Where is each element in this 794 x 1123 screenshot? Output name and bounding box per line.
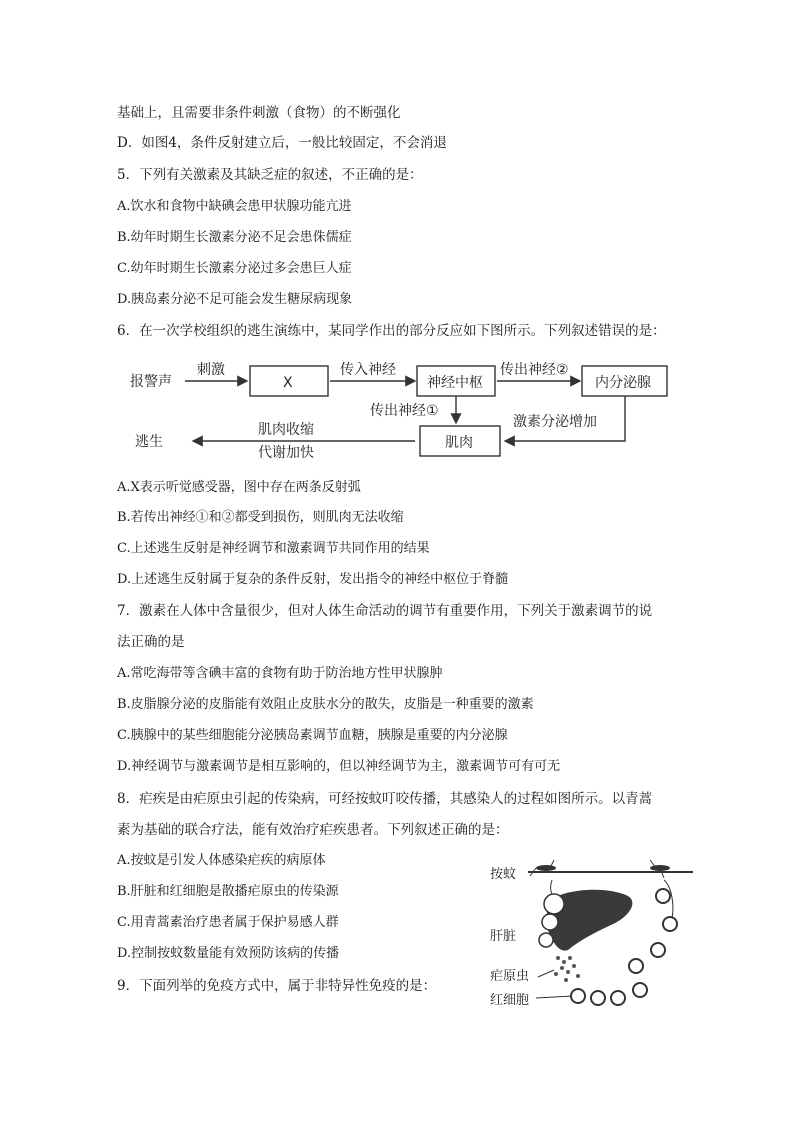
hormone-increase-label: 激素分泌增加: [513, 414, 597, 430]
q6-option-b: B.若传出神经①和②都受到损伤，则肌肉无法收缩: [117, 510, 404, 525]
question-7-stem-cont: 法正确的是: [117, 634, 185, 650]
mosquito-icon-right: [650, 860, 670, 878]
question-8-stem: 8．疟疾是由疟原虫引起的传染病，可经按蚊叮咬传播，其感染人的过程如图所示。以青蒿: [117, 791, 653, 807]
receptor-x-label: X: [283, 375, 293, 391]
red-blood-cell-label: 红细胞: [490, 993, 530, 1008]
q5-option-b: B.幼年时期生长激素分泌不足会患侏儒症: [117, 230, 352, 245]
muscle-contract-label: 肌肉收缩: [258, 422, 314, 438]
q6-option-c: C.上述逃生反射是神经调节和激素调节共同作用的结果: [117, 541, 430, 556]
q6-option-a: A.X表示听觉感受器，图中存在两条反射弧: [117, 480, 361, 495]
liver-label: 肝脏: [490, 929, 517, 944]
muscle-label: 肌肉: [445, 435, 473, 451]
q8-option-d: D.控制按蚊数量能有效预防该病的传播: [117, 946, 340, 961]
q7-option-b: B.皮脂腺分泌的皮脂能有效阻止皮肤水分的散失，皮脂是一种重要的激素: [117, 697, 534, 712]
q8-option-b: B.肝脏和红细胞是散播疟原虫的传染源: [117, 884, 339, 899]
parasite-dots: [554, 956, 580, 982]
q8-option-a: A.按蚊是引发人体感染疟疾的病原体: [117, 853, 326, 868]
mosquito-label: 按蚊: [490, 867, 517, 882]
parasite-label: 疟原虫: [490, 969, 530, 984]
question-7-stem: 7．激素在人体中含量很少，但对人体生命活动的调节有重要作用，下列关于激素调节的说: [117, 603, 653, 619]
question-9-stem: 9．下面列举的免疫方式中，属于非特异性免疫的是：: [117, 978, 437, 994]
option-d: D．如图4，条件反射建立后，一般比较固定，不会消退: [117, 135, 447, 151]
reflex-flow-diagram: [125, 356, 675, 466]
q6-option-d: D.上述逃生反射属于复杂的条件反射，发出指令的神经中枢位于脊髓: [117, 572, 509, 587]
alarm-label: 报警声: [130, 374, 172, 390]
escape-label: 逃生: [135, 434, 163, 450]
stimulus-label: 刺激: [197, 362, 225, 378]
malaria-cycle-figure: [488, 858, 703, 1013]
q8-option-c: C.用青蒿素治疗患者属于保护易感人群: [117, 915, 339, 930]
question-5-stem: 5．下列有关激素及其缺乏症的叙述，不正确的是：: [117, 167, 423, 183]
q5-option-c: C.幼年时期生长激素分泌过多会患巨人症: [117, 261, 352, 276]
efferent-nerve-2-label: 传出神经②: [500, 362, 569, 378]
q7-option-a: A.常吃海带等含碘丰富的食物有助于防治地方性甲状腺肿: [117, 666, 443, 681]
q7-option-d: D.神经调节与激素调节是相互影响的，但以神经调节为主，激素调节可有可无: [117, 759, 561, 774]
q5-option-d: D.胰岛素分泌不足可能会发生糖尿病现象: [117, 292, 353, 307]
nerve-center-label: 神经中枢: [427, 375, 483, 391]
q7-option-c: C.胰腺中的某些细胞能分泌胰岛素调节血糖，胰腺是重要的内分泌腺: [117, 728, 508, 743]
q5-option-a: A.饮水和食物中缺碘会患甲状腺功能亢进: [117, 199, 352, 214]
question-8-stem-cont: 素为基础的联合疗法，能有效治疗疟疾患者。下列叙述正确的是：: [117, 822, 509, 838]
question-6-stem: 6．在一次学校组织的逃生演练中，某同学作出的部分反应如下图所示。下列叙述错误的是：: [117, 323, 666, 339]
bite-arrow: [551, 880, 553, 894]
metabolism-label: 代谢加快: [258, 445, 314, 461]
efferent-nerve-1-label: 传出神经①: [370, 403, 439, 419]
endocrine-gland-label: 内分泌腺: [595, 375, 651, 391]
text-line: 基础上，且需要非条件刺激（食物）的不断强化: [117, 105, 401, 121]
afferent-nerve-label: 传入神经: [340, 362, 396, 378]
mosquito-icon-left: [530, 860, 556, 876]
